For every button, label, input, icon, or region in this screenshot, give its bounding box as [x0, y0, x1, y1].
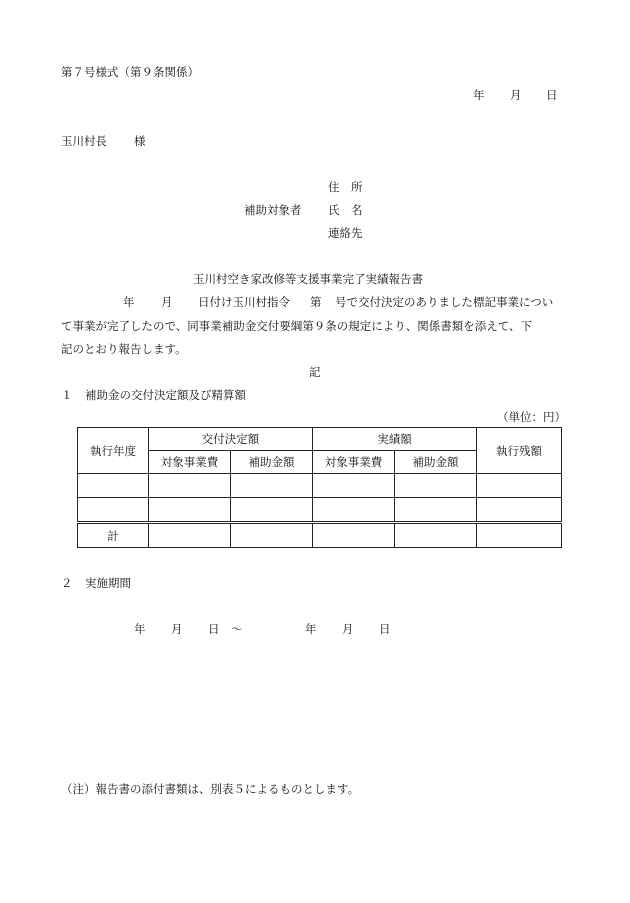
table-cell — [78, 498, 149, 523]
document-title: 玉川村空き家改修等支援事業完了実績報告書 — [193, 272, 423, 286]
subheader-actual-target-cost: 対象事業費 — [313, 451, 395, 474]
footnote: （注）報告書の添付書類は、別表５によるものとします。 — [61, 782, 360, 796]
period-end-month: 月 — [342, 622, 354, 636]
date-year: 年 — [473, 88, 485, 102]
subheader-actual-subsidy: 補助金額 — [395, 451, 477, 474]
name-label: 氏 名 — [328, 203, 363, 217]
table-cell — [231, 523, 313, 548]
date-month: 月 — [510, 88, 522, 102]
table-cell — [78, 474, 149, 498]
total-label: 計 — [78, 523, 149, 548]
subheader-decision-subsidy: 補助金額 — [231, 451, 313, 474]
table-cell — [313, 523, 395, 548]
table-cell — [313, 498, 395, 523]
addressee-suffix: 様 — [134, 134, 146, 148]
period-start-month: 月 — [171, 622, 183, 636]
section-2-number: ２ — [61, 576, 73, 590]
section-2-label: 実施期間 — [85, 576, 131, 590]
table-cell — [231, 474, 313, 498]
table-row — [78, 474, 562, 498]
table-cell — [477, 523, 562, 548]
table-cell — [477, 474, 562, 498]
body-month: 月 — [161, 295, 173, 309]
table-cell — [313, 474, 395, 498]
body-line-2: て事業が完了したので、同事業補助金交付要綱第９条の規定により、関係書類を添えて、下 — [61, 319, 533, 333]
table-cell — [395, 498, 477, 523]
header-fiscal-year: 執行年度 — [78, 428, 149, 474]
table-total-row — [78, 523, 562, 548]
body-text-b: 第 — [310, 295, 322, 309]
table-cell — [149, 474, 231, 498]
header-remaining-amount: 執行残額 — [477, 428, 562, 474]
period-end-year: 年 — [305, 622, 317, 636]
table-cell — [477, 498, 562, 523]
body-text-c: 号で交付決定のありました標記事業につい — [335, 295, 554, 309]
contact-label: 連絡先 — [328, 226, 363, 240]
body-year: 年 — [123, 295, 135, 309]
table-row — [78, 498, 562, 523]
subheader-decision-target-cost: 対象事業費 — [149, 451, 231, 474]
period-end-day: 日 — [379, 622, 391, 636]
applicant-label: 補助対象者 — [244, 203, 302, 217]
table-cell — [231, 498, 313, 523]
period-start-year: 年 — [134, 622, 146, 636]
period-start-day: 日 — [208, 622, 220, 636]
section-1-number: １ — [61, 388, 73, 402]
body-text-a: 日付け玉川村指令 — [198, 295, 290, 309]
header-decision-amount: 交付決定額 — [149, 428, 313, 451]
ki-heading: 記 — [309, 365, 321, 379]
date-day: 日 — [546, 88, 558, 102]
subsidy-table — [77, 427, 562, 548]
table-cell — [395, 474, 477, 498]
header-actual-amount: 実績額 — [313, 428, 477, 451]
section-1-label: 補助金の交付決定額及び精算額 — [85, 388, 246, 402]
table-cell — [149, 498, 231, 523]
body-line-3: 記のとおり報告します。 — [61, 342, 187, 356]
address-label: 住 所 — [328, 180, 363, 194]
unit-label: （単位：円） — [497, 410, 566, 424]
period-tilde: ～ — [231, 622, 243, 636]
table-cell — [395, 523, 477, 548]
form-number: 第７号様式（第９条関係） — [61, 65, 199, 79]
addressee-name: 玉川村長 — [61, 134, 107, 148]
table-header-row — [78, 428, 562, 451]
table-cell — [149, 523, 231, 548]
